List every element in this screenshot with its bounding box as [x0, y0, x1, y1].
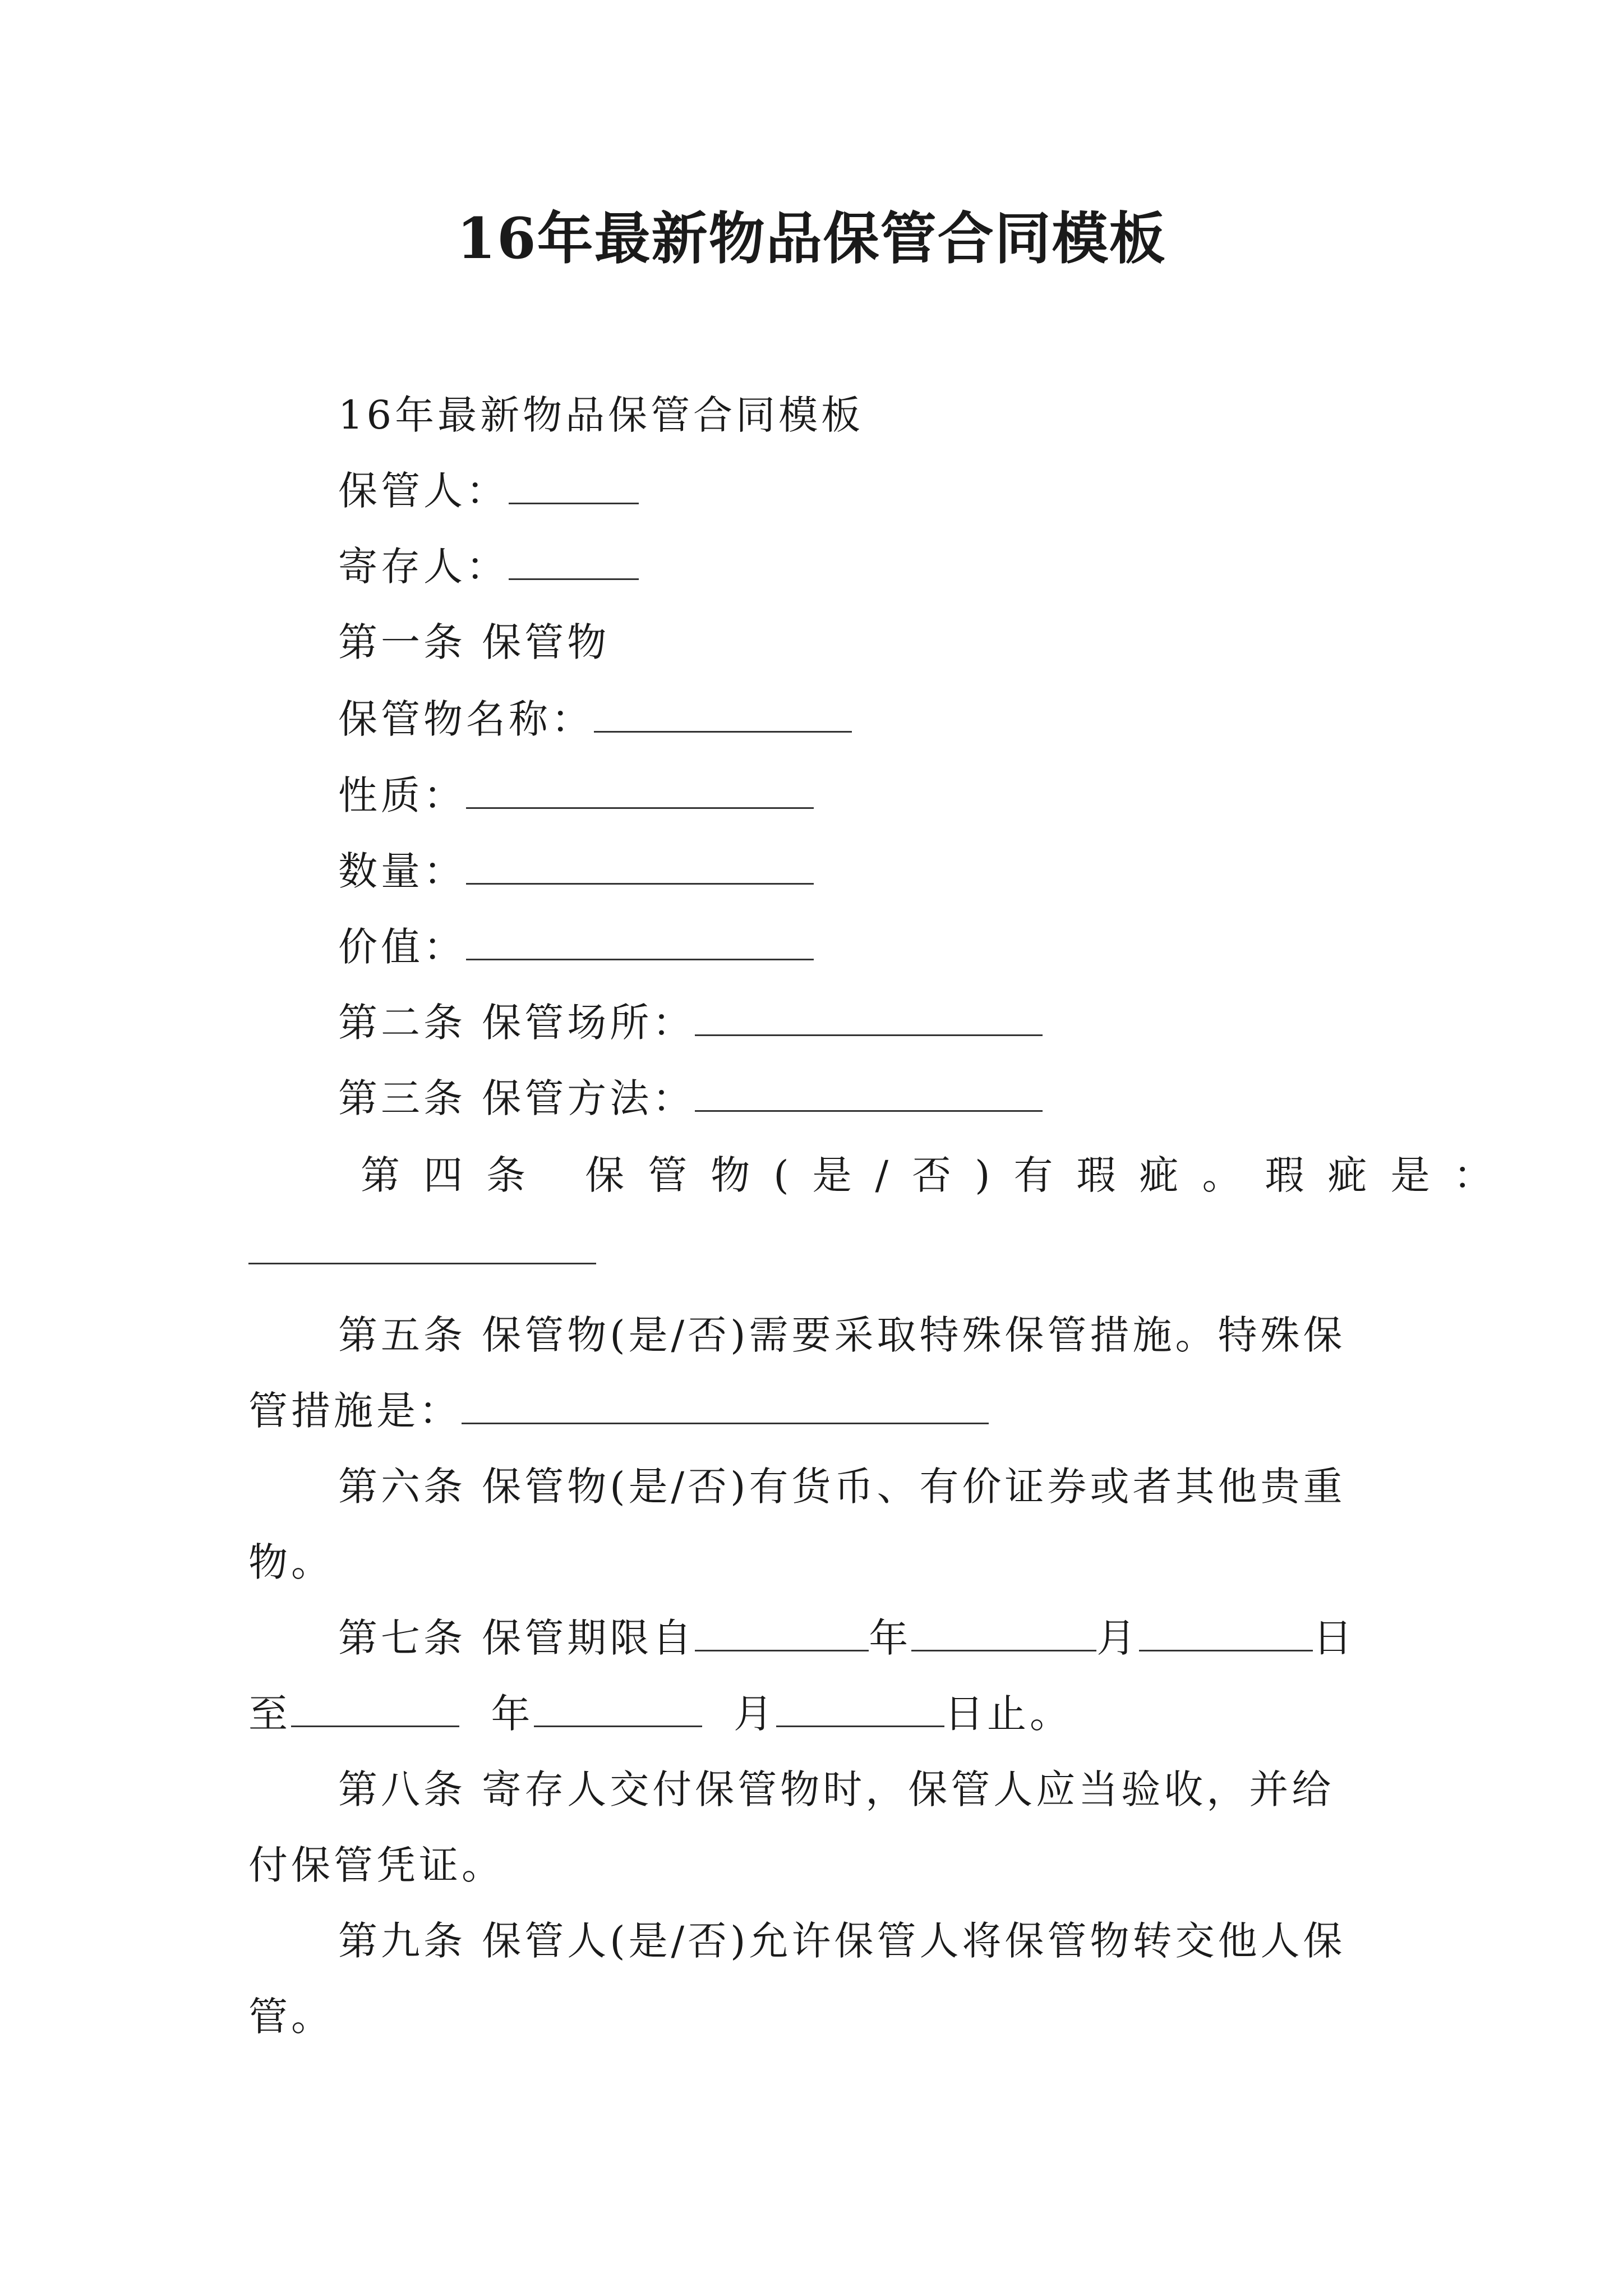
- article-8-line2: 付保管凭证。: [248, 1842, 504, 1888]
- article-2-line: [338, 995, 1043, 1051]
- article-5-label: 管措施是：: [248, 1388, 462, 1434]
- article-6-line1: 第六条 保管物(是/否)有货币、有价证券或者其他贵重: [338, 1464, 1346, 1510]
- quantity-line: [338, 843, 814, 899]
- location-blank[interactable]: [695, 995, 1043, 1036]
- custodian-line: [338, 463, 639, 519]
- article-3-line: [338, 1070, 1043, 1126]
- special-measures-blank[interactable]: [462, 1383, 989, 1424]
- end-day-blank[interactable]: [776, 1686, 944, 1727]
- start-day-blank[interactable]: [1139, 1611, 1313, 1651]
- custodian-label: 保管人：: [338, 468, 509, 514]
- start-year-blank[interactable]: [695, 1611, 869, 1651]
- article-4-blank-line: [248, 1223, 596, 1279]
- quantity-label: 数量：: [338, 848, 466, 894]
- article-5-line2: [248, 1383, 989, 1439]
- article-1-heading: 第一条 保管物: [338, 619, 610, 665]
- depositor-label: 寄存人：: [338, 544, 509, 590]
- article-9-line2: 管。: [248, 1994, 334, 2040]
- article-5-line1: 第五条 保管物(是/否)需要采取特殊保管措施。特殊保: [338, 1312, 1346, 1358]
- article-7-line2: 至 年 月 日止。: [248, 1686, 1072, 1742]
- document-title: 16年最新物品保管合同模板: [457, 205, 1166, 272]
- article-4-text: 第四条 保管物(是/否)有瑕疵。瑕疵是：: [361, 1152, 1516, 1198]
- end-year-blank[interactable]: [291, 1686, 459, 1727]
- article-9-line1: 第九条 保管人(是/否)允许保管人将保管物转交他人保: [338, 1918, 1346, 1964]
- defect-blank[interactable]: [248, 1223, 596, 1264]
- article-3-text: 第三条 保管方法：: [338, 1075, 695, 1121]
- value-label: 价值：: [338, 924, 466, 970]
- start-month-blank[interactable]: [911, 1611, 1096, 1651]
- custodian-blank[interactable]: [509, 463, 639, 504]
- depositor-line: [338, 539, 639, 595]
- depositor-blank[interactable]: [509, 539, 639, 580]
- nature-blank[interactable]: [466, 768, 814, 809]
- article-7-line1: 第七条 保管期限自 年 月 日: [338, 1610, 1355, 1666]
- nature-line: [338, 767, 814, 823]
- article-8-line1: 第八条 寄存人交付保管物时，保管人应当验收，并给: [338, 1766, 1335, 1812]
- item-name-blank[interactable]: [594, 692, 852, 733]
- item-name-label: 保管物名称：: [338, 696, 594, 742]
- method-blank[interactable]: [695, 1071, 1043, 1112]
- end-month-blank[interactable]: [534, 1686, 702, 1727]
- article-2-text: 第二条 保管场所：: [338, 1000, 695, 1046]
- article-7-prefix: 第七条 保管期限自: [338, 1615, 695, 1661]
- item-name-line: [338, 691, 852, 747]
- value-line: [338, 919, 814, 975]
- article-6-line2: 物。: [248, 1539, 334, 1585]
- subtitle: 16年最新物品保管合同模板: [338, 392, 864, 438]
- nature-label: 性质：: [338, 772, 466, 818]
- value-blank[interactable]: [466, 919, 814, 960]
- quantity-blank[interactable]: [466, 844, 814, 885]
